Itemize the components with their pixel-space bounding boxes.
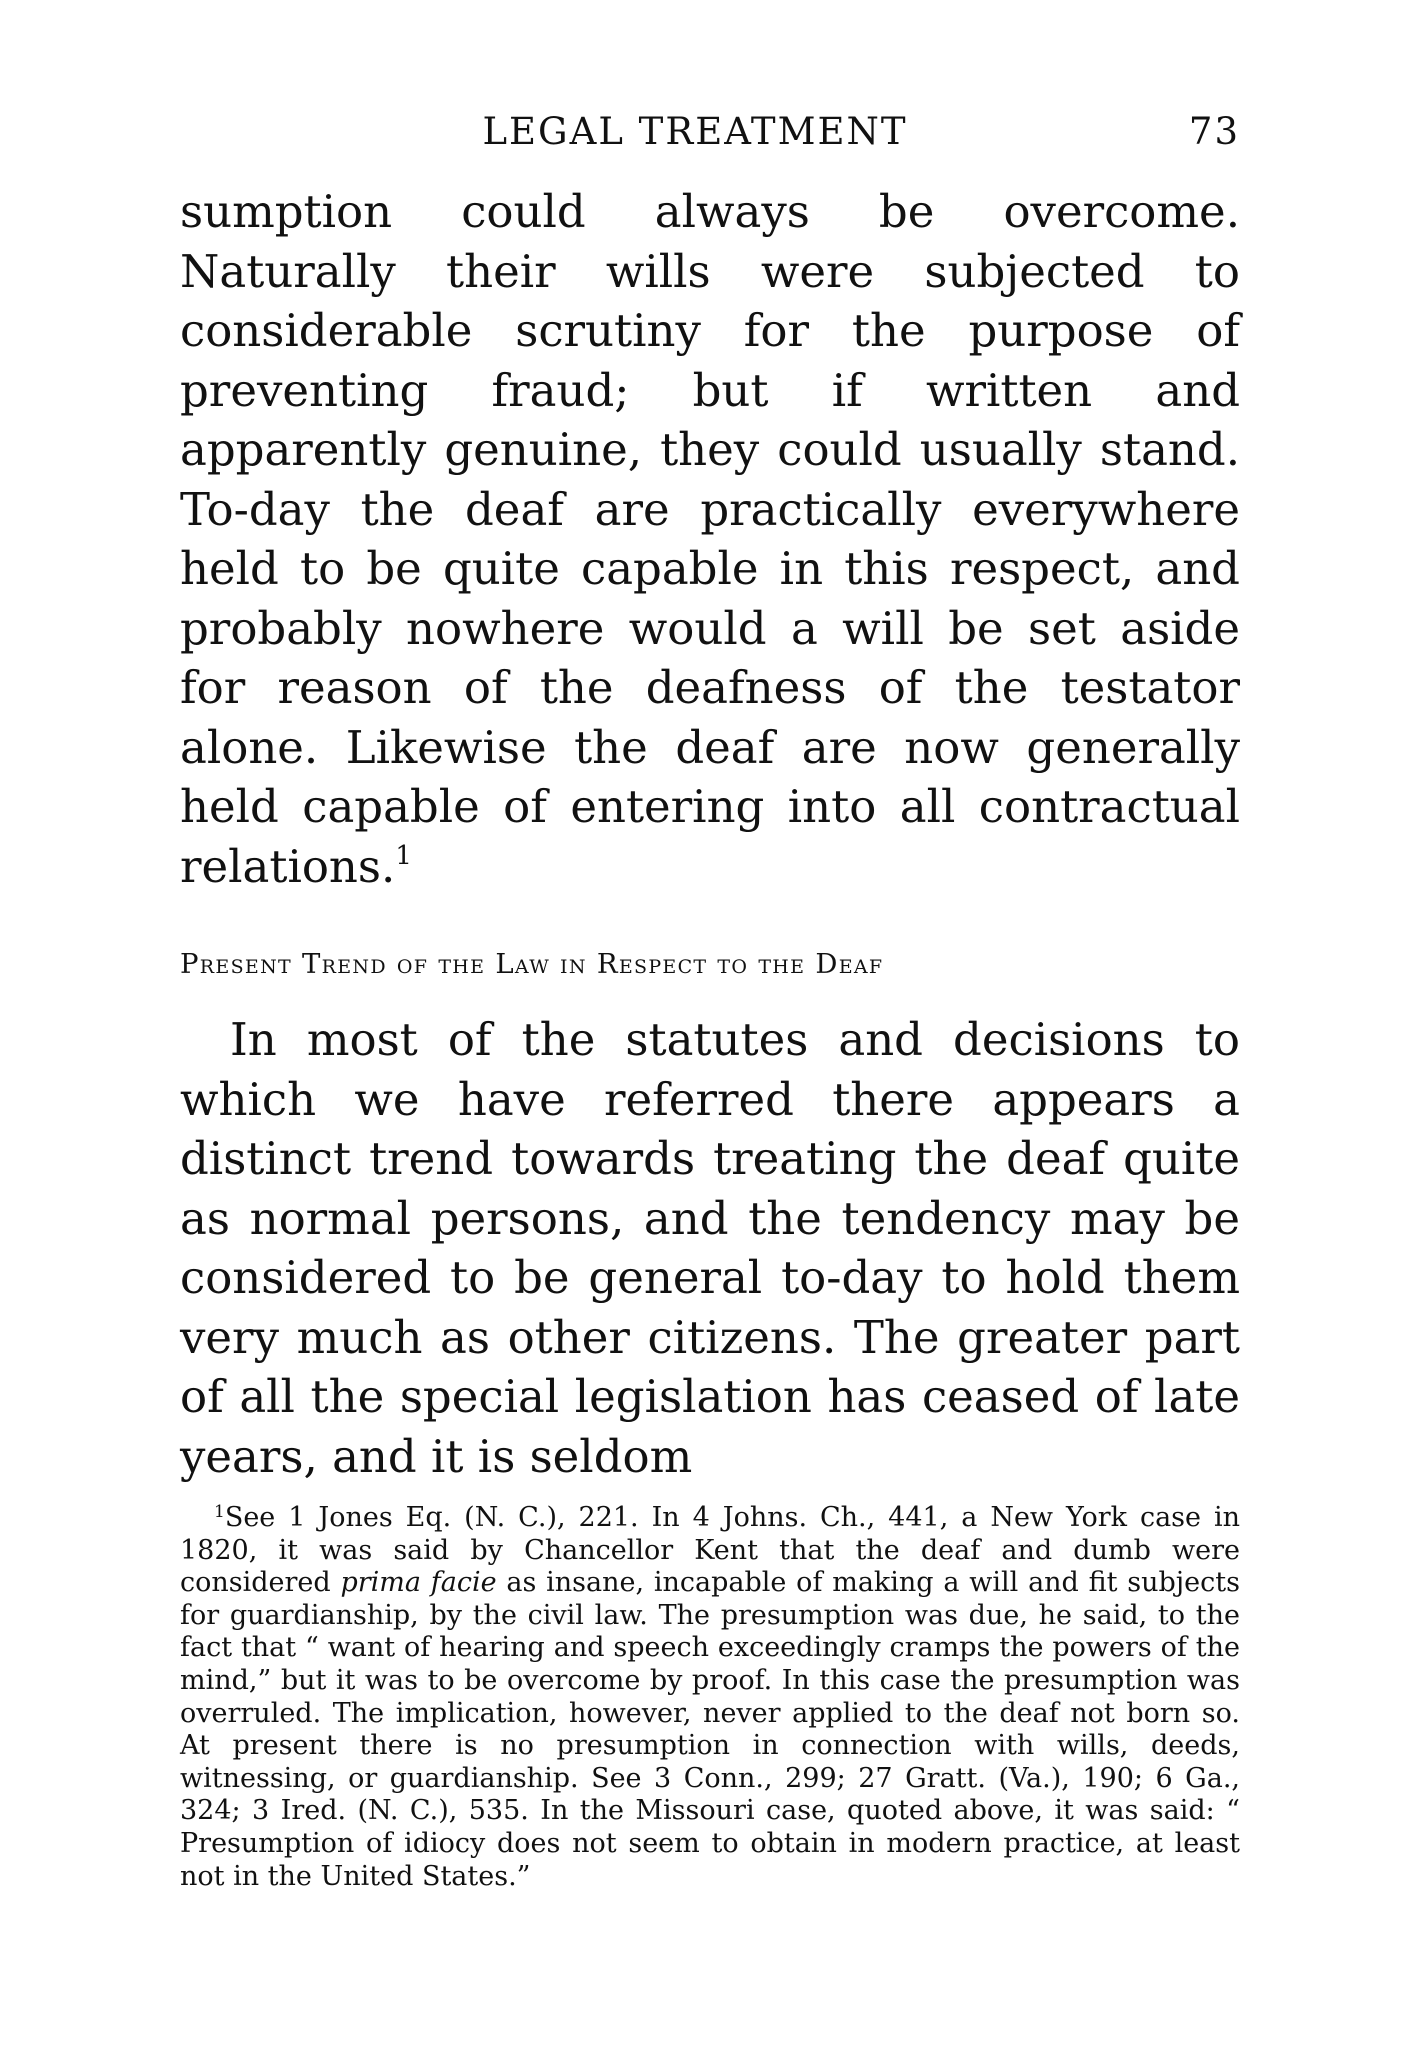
paragraph-text: In most of the statutes and decisions to which we have referred there appears a distinct trend towards treating the deaf quite as normal persons, and the tendency may be considered to be general to-day to hold them very much as other citizens. The greater part of all the special legislation has ceased of late years, and it is seldom xyxy=(180,1013,1240,1483)
running-title: LEGAL TREATMENT xyxy=(482,110,908,153)
running-head xyxy=(180,110,1240,180)
footnote-marker: 1 xyxy=(214,1502,225,1522)
paragraph-present-trend xyxy=(180,1010,1240,1486)
paragraph-text: sumption could always be overcome. Naturally their wills were subjected to considerable scrutiny for the purpose of preventing fraud; but if written and apparently genuine, they could usually stand. To-day the deaf are practically everywhere held to be quite capable in this respect, and probably nowhere would a will be set aside for reason of the deafness of the testator alone. Likewise the deaf are now generally held capable of entering into all contractual relations. xyxy=(180,185,1240,893)
page-number: 73 xyxy=(1188,110,1240,153)
footnote-italic-term: prima facie xyxy=(340,1567,497,1599)
footnote-reference: 1 xyxy=(395,840,412,871)
paragraph-continuation xyxy=(180,182,1240,896)
footnote-text: See 1 Jones Eq. (N. C.), 221. In 4 Johns. Ch., 441, a New York case in 1820, it was said by Chancellor Kent that the deaf and dumb were considered xyxy=(180,1502,1240,1599)
book-page xyxy=(180,110,1240,1893)
section-heading: Present Trend of the Law in Respect to the Deaf xyxy=(180,948,884,980)
footnote-text-continued: as insane, incapable of making a will and fit subjects for guardianship, by the civil law. The presumption was due, he said, to the fact that “ want of hearing and speech exceedingly cramps the powers of the mind,” but it was to be overcome by proof. In this case the presumption was overruled. The implication, however, never applied to the deaf not born so. At present there is no presumption in connection with wills, deeds, witnessing, or guardianship. See 3 Conn., 299; 27 Gratt. (Va.), 190; 6 Ga., 324; 3 Ired. (N. C.), 535. In the Missouri case, quoted above, it was said: “ Presumption of idiocy does not seem to obtain in modern practice, at least not in the United States.” xyxy=(180,1567,1240,1892)
footnote xyxy=(180,1502,1240,1893)
